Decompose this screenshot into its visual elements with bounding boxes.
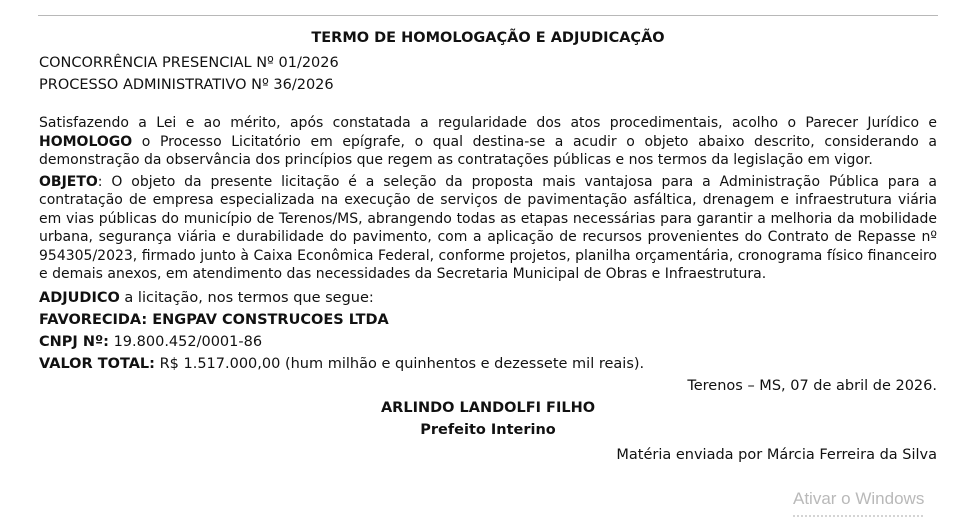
intro-paragraph bbox=[39, 114, 937, 170]
place-date: Terenos – MS, 07 de abril de 2026. bbox=[687, 377, 937, 394]
homologo-label: HOMOLOGO bbox=[39, 133, 133, 150]
concorrencia-line: CONCORRÊNCIA PRESENCIAL Nº 01/2026 bbox=[39, 55, 339, 71]
watermark-subline bbox=[793, 511, 943, 518]
adjudico-line bbox=[39, 287, 937, 309]
valor-line bbox=[39, 353, 937, 375]
windows-activation-watermark: Ativar o Windows bbox=[793, 489, 925, 508]
adjudico-label: ADJUDICO bbox=[39, 289, 120, 306]
adjudico-text: a licitação, nos termos que segue: bbox=[119, 289, 374, 306]
processo-line: PROCESSO ADMINISTRATIVO Nº 36/2026 bbox=[39, 77, 334, 93]
spacer bbox=[39, 96, 937, 114]
cnpj-line bbox=[39, 331, 937, 353]
valor-value: R$ 1.517.000,00 (hum milhão e quinhentos e dezessete mil reais). bbox=[154, 355, 645, 372]
cnpj-label: CNPJ Nº: bbox=[39, 333, 109, 350]
objeto-label: OBJETO bbox=[39, 173, 98, 190]
intro-text-1: Satisfazendo a Lei e ao mérito, após constatada a regularidade dos atos procedimentais, acolho o Parecer Jurídico e bbox=[39, 115, 937, 131]
objeto-paragraph bbox=[39, 173, 937, 284]
top-divider bbox=[38, 15, 938, 16]
favorecida-line: FAVORECIDA: ENGPAV CONSTRUCOES LTDA bbox=[39, 311, 389, 328]
document-title: TERMO DE HOMOLOGAÇÃO E ADJUDICAÇÃO bbox=[311, 30, 665, 46]
sent-by: Matéria enviada por Márcia Ferreira da Silva bbox=[616, 446, 937, 463]
document-body bbox=[39, 28, 937, 466]
objeto-text: : O objeto da presente licitação é a seleção da proposta mais vantajosa para a Administração Pública para a contratação de empresa especializada na execução de serviços de pavimentação asfáltica, drenagem e infraestrutura viária em vias públicas do município de Terenos/MS, abrangendo todas as etapas necessárias para garantir a melhoria da mobilidade urbana, segurança viária e durabilidade do pavimento, com a aplicação de recursos provenientes do Contrato de Repasse nº 954305/2023, firmado junto à Caixa Econômica Federal, conforme projetos, planilha orçamentária, cronograma físico financeiro e demais anexos, em atendimento das necessidades da Secretaria Municipal de Obras e Infraestrutura. bbox=[39, 173, 937, 282]
signer-role: Prefeito Interino bbox=[420, 421, 556, 438]
cnpj-value: 19.800.452/0001-86 bbox=[108, 333, 263, 350]
signer-name: ARLINDO LANDOLFI FILHO bbox=[380, 399, 596, 416]
valor-label: VALOR TOTAL: bbox=[39, 355, 155, 372]
intro-text-2: o Processo Licitatório em epígrafe, o qual destina-se a acudir o objeto abaixo descrito, considerando a demonstração da observância dos princípios que regem as contratações públicas e nos termos da legislação em vigor. bbox=[39, 133, 937, 168]
